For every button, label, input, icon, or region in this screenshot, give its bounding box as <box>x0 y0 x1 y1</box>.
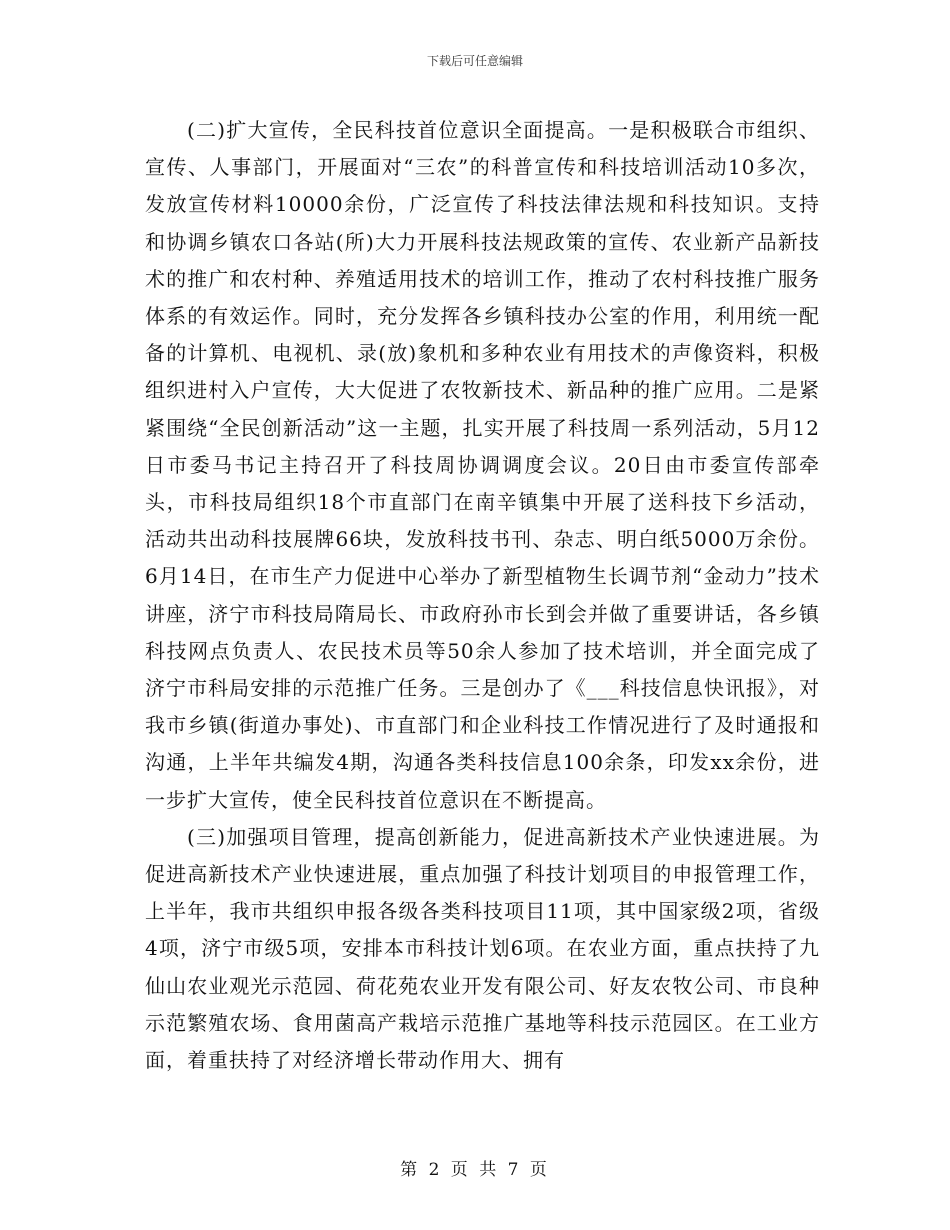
page-number: 第 2 页 共 7 页 <box>400 1160 550 1180</box>
header-note: 下载后可任意编辑 <box>426 54 523 68</box>
paragraph-publicity: (二)扩大宣传，全民科技首位意识全面提高。一是积极联合市组织、宣传、人事部门，开展面对“三农”的科普宣传和科技培训活动10多次，发放宣传材料10000余份，广泛宣传了科技法律法规和科技知识。支持和协调乡镇农口各站(所)大力开展科技法规政策的宣传、农业新产品新技术的推广和农村种、养殖适用技术的培训工作，推动了农村科技推广服务体系的有效运作。同时，充分发挥各乡镇科技办公室的作用，利用统一配备的计算机、电视机、录(放)象机和多种农业有用技术的声像资料，积极组织进村入户宣传，大大促进了农牧新技术、新品种的推广应用。二是紧紧围绕“全民创新活动”这一主题，扎实开展了科技周一系列活动，5月12日市委马书记主持召开了科技周协调调度会议。20日由市委宣传部牵头，市科技局组织18个市直部门在南辛镇集中开展了送科技下乡活动，活动共出动科技展牌66块，发放科技书刊、杂志、明白纸5000万余份。6月14日，在市生产力促进中心举办了新型植物生长调节剂“金动力”技术讲座，济宁市科技局隋局长、市政府孙市长到会并做了重要讲话，各乡镇科技网点负责人、农民技术员等50余人参加了技术培训，并全面完成了济宁市科局安排的示范推广任务。三是创办了《___科技信息快讯报》，对我市乡镇(街道办事处)、市直部门和企业科技工作情况进行了及时通报和沟通，上半年共编发4期，沟通各类科技信息100余条，印发xx余份，进一步扩大宣传，使全民科技首位意识在不断提高。 <box>145 118 820 812</box>
body-text <box>145 112 820 1079</box>
paragraph-project-management: (三)加强项目管理，提高创新能力，促进高新技术产业快速进展。为促进高新技术产业快速进展，重点加强了科技计划项目的申报管理工作，上半年，我市共组织申报各级各类科技项目11项，其中国家级2项，省级4项，济宁市级5项，安排本市科技计划6项。在农业方面，重点扶持了九仙山农业观光示范园、荷花苑农业开发有限公司、好友农牧公司、市良种示范繁殖农场、食用菌高产栽培示范推广基地等科技示范园区。在工业方面，着重扶持了对经济增长带动作用大、拥有 <box>145 824 820 1073</box>
